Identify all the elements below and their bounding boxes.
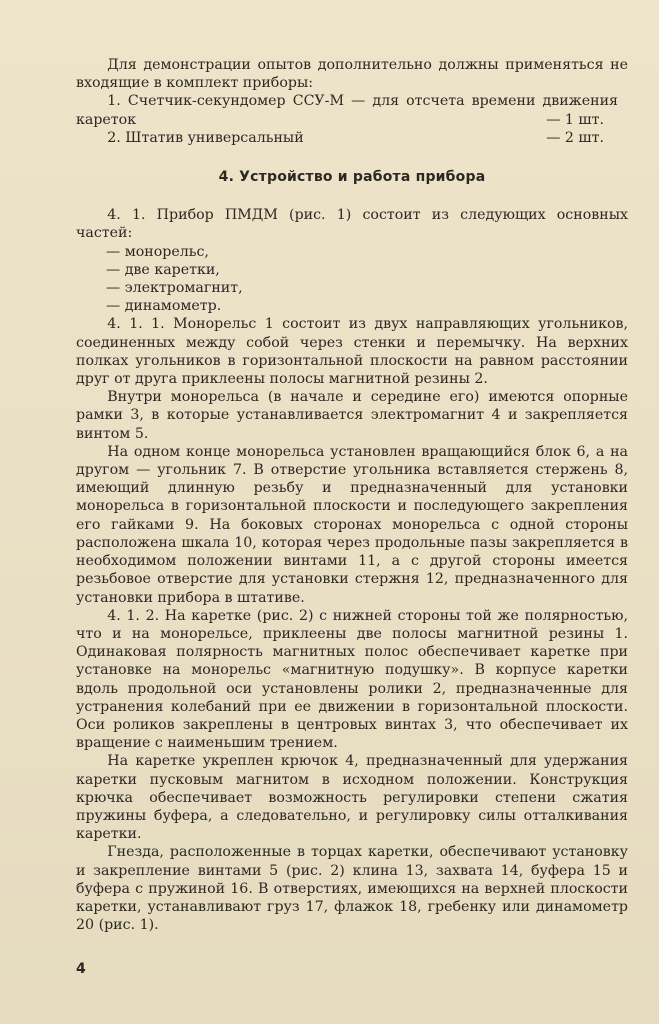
list-item: — две каретки, [106, 261, 220, 278]
page-content [76, 56, 628, 934]
paragraph-4-1-2-c: Гнезда, расположенные в торцах каретки, обеспечивают установку и закрепление винтами 5 (рис. 2) клина 13, захвата 14, буфера 15 и буфера с пружиной 16. В отверстиях, имеющихся на верхней плоскости каретки, устанавливают груз 17, флажок 18, гребенку или динамометр 20 (рис. 1). [76, 844, 628, 934]
paragraph-4-1: 4. 1. Прибор ПМДМ (рис. 1) состоит из следующих основных частей: [76, 207, 628, 242]
list-item [76, 92, 628, 128]
list-item: — динамометр. [106, 298, 222, 315]
paragraph-4-1-2-b: На каретке укреплен крючок 4, предназначенный для удержания каретки пусковым магнитом в исходном положении. Конструкция крючка обеспечивает возможность регулировки степени сжатия пружины буфера, а следовательно, и регулировку силы отталкивания каретки. [76, 753, 628, 843]
paragraph-4-1-1-a: 4. 1. 1. Монорельс 1 состоит из двух направляющих угольников, соединенных между собой через стенки и перемычку. На верхних полках угольников в горизонтальной плоскости на равном расстоянии друг от друга приклеены полосы магнитной резины 2. [76, 316, 628, 388]
item-label: 2. Штатив универсальный [107, 129, 304, 146]
paragraph-4-1-1-b: Внутри монорельса (в начале и середине его) имеются опорные рамки 3, в которые устанавливается электромагнит 4 и закрепляется винтом 5. [76, 389, 628, 442]
list-item: — монорельс, [106, 243, 209, 260]
parts-list [76, 243, 628, 316]
item-qty: — 1 шт. [546, 111, 604, 128]
section-title: 4. Устройство и работа прибора [218, 169, 486, 186]
item-label: 1. Счетчик-секундомер ССУ-М — для отсчета времени движения кареток [76, 93, 618, 128]
list-item [76, 129, 628, 147]
item-qty: — 2 шт. [546, 129, 604, 146]
intro-paragraph: Для демонстрации опытов дополнительно должны применяться не входящие в комплект приборы: [76, 57, 628, 92]
paragraph-4-1-2-a: 4. 1. 2. На каретке (рис. 2) с нижней стороны той же полярностью, что и на монорельсе, приклеены две полосы магнитной резины 1. Одинаковая полярность магнитных полос обеспечивает каретке при установке на монорельс «магнитную подушку». В корпусе каретки вдоль продольной оси установлены ролики 2, предназначенные для устранения колебаний при ее движении в горизонтальной плоскости. Оси роликов закреплены в центровых винтах 3, что обеспечивает их вращение с наименьшим трением. [76, 607, 628, 752]
page-number: 4 [76, 961, 86, 977]
list-item: — электромагнит, [106, 280, 243, 297]
paragraph-4-1-1-c: На одном конце монорельса установлен вращающийся блок 6, а на другом — угольник 7. В отверстие угольника вставляется стержень 8, имеющий длинную резьбу и предназначенный для установки монорельса в горизонтальной плоскости и последующего закрепления его гайками 9. На боковых сторонах монорельса с одной стороны расположена шкала 10, которая через продольные пазы закрепляется в необходимом положении винтами 11, а с другой стороны имеется резьбовое отверстие для установки стержня 12, предназначенного для установки прибора в штативе. [76, 443, 628, 606]
